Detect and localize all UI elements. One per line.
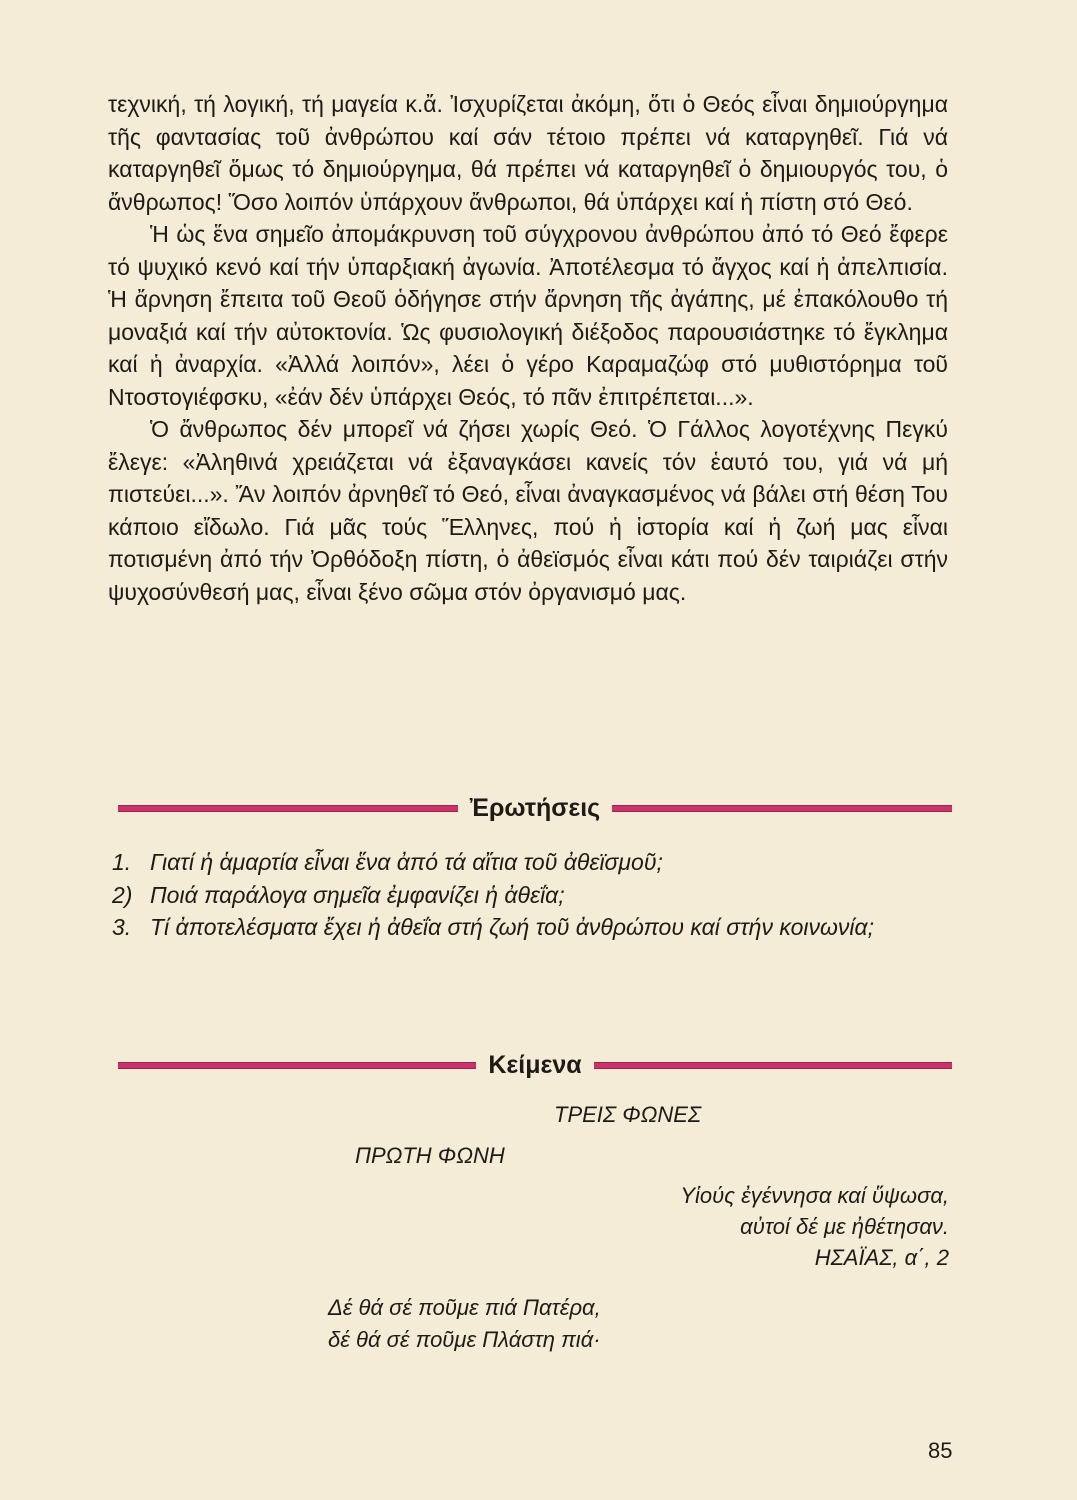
voice-label: ΠΡΩΤΗ ΦΩΝΗ [355, 1143, 505, 1168]
questions-title: Ἐρωτήσεις [469, 793, 601, 822]
paragraph-1: τεχνική, τή λογική, τή μαγεία κ.ἄ. Ἰσχυρίζεται ἀκόμη, ὅτι ὁ Θεός εἶναι δημιούργημα τῆς φαντασίας τοῦ ἀνθρώπου καί σάν τέτοιο πρέπει νά καταργηθεῖ. Γιά νά καταργηθεῖ ὅμως τό δημιούργημα, θά πρέπει νά καταργηθεῖ ὁ δημιουργός του, ὁ ἄνθρωπος! Ὅσο λοιπόν ὑπάρχουν ἄνθρωποι, θά ὑπάρχει καί ἡ πίστη στό Θεό. [108, 91, 948, 215]
page-number: 85 [928, 1438, 953, 1463]
epigraph-line-2: αὐτοί δέ με ἠθέτησαν. [740, 1214, 949, 1239]
question-text: Γιατί ἡ ἁμαρτία εἶναι ἕνα ἀπό τά αἴτια τοῦ ἀθεϊσμοῦ; [150, 849, 663, 875]
texts-heading [118, 1045, 952, 1085]
paragraph-2: Ἡ ὡς ἕνα σημεῖο ἀπομάκρυνση τοῦ σύγχρονου ἀνθρώπου ἀπό τό Θεό ἔφερε τό ψυχικό κενό καί τήν ὑπαρξιακή ἀγωνία. Ἀποτέλεσμα τό ἄγχος καί ἡ ἀπελπισία. Ἡ ἄρνηση ἔπειτα τοῦ Θεοῦ ὁδήγησε στήν ἄρνηση τῆς ἀγάπης, μέ ἐπακόλουθο τή μοναξιά καί τήν αὐτοκτονία. Ὡς φυσιολογική διέξοδος παρουσιάστηκε τό ἔγκλημα καί ἡ ἀναρχία. «Ἀλλά λοιπόν», λέει ὁ γέρο Καραμαζώφ στό μυθιστόρημα τοῦ Ντοστογιέφσκυ, «ἐάν δέν ὑπάρχει Θεός, τό πᾶν ἐπιτρέπεται...». [108, 221, 948, 410]
question-text: Ποιά παράλογα σημεῖα ἐμφανίζει ἡ ἀθεΐα; [150, 881, 565, 908]
questions-list [112, 846, 952, 944]
body-text [108, 88, 948, 608]
heading-rule-right [612, 805, 952, 812]
heading-rule-left [118, 805, 458, 812]
epigraph-source: ΗΣΑΪΑΣ, α΄, 2 [814, 1245, 949, 1270]
question-number: 2) [112, 881, 133, 908]
heading-rule-right [594, 1062, 952, 1069]
epigraph-line-1: Υἱούς ἐγέννησα καί ὕψωσα, [680, 1183, 949, 1208]
verse-line-1: Δέ θά σέ ποῦμε πιά Πατέρα, [328, 1295, 601, 1320]
heading-rule-left [118, 1062, 476, 1069]
paragraph-3: Ὁ ἄνθρωπος δέν μπορεῖ νά ζήσει χωρίς Θεό. Ὁ Γάλλος λογοτέχνης Πεγκύ ἔλεγε: «Ἀληθινά χρειάζεται νά ἐξαναγκάσει κανείς τόν ἑαυτό του, γιά νά μή πιστεύει...». Ἄν λοιπόν ἀρνηθεῖ τό Θεό, εἶναι ἀναγκασμένος νά βάλει στή θέση Του κάποιο εἴδωλο. Γιά μᾶς τούς Ἕλληνες, πού ἡ ἱστορία καί ἡ ζωή μας εἶναι ποτισμένη ἀπό τήν Ὀρθόδοξη πίστη, ὁ ἀθεϊσμός εἶναι κάτι πού δέν ταιριάζει στήν ψυχοσύνθεσή μας, εἶναι ξένο σῶμα στόν ὀργανισμό μας. [108, 416, 948, 605]
question-item [112, 879, 952, 912]
question-number: 1. [112, 849, 132, 875]
question-number: 3. [112, 914, 132, 940]
verse-line-2: δέ θά σέ ποῦμε Πλάστη πιά· [328, 1327, 601, 1352]
texts-title: Κείμενα [488, 1050, 582, 1079]
questions-heading [118, 788, 952, 828]
question-item [112, 911, 952, 944]
question-item [112, 846, 952, 879]
question-text: Τί ἀποτελέσματα ἔχει ἡ ἀθεΐα στή ζωή τοῦ ἀνθρώπου καί στήν κοινωνία; [150, 914, 874, 940]
poem-title: ΤΡΕΙΣ ΦΩΝΕΣ [554, 1102, 702, 1127]
